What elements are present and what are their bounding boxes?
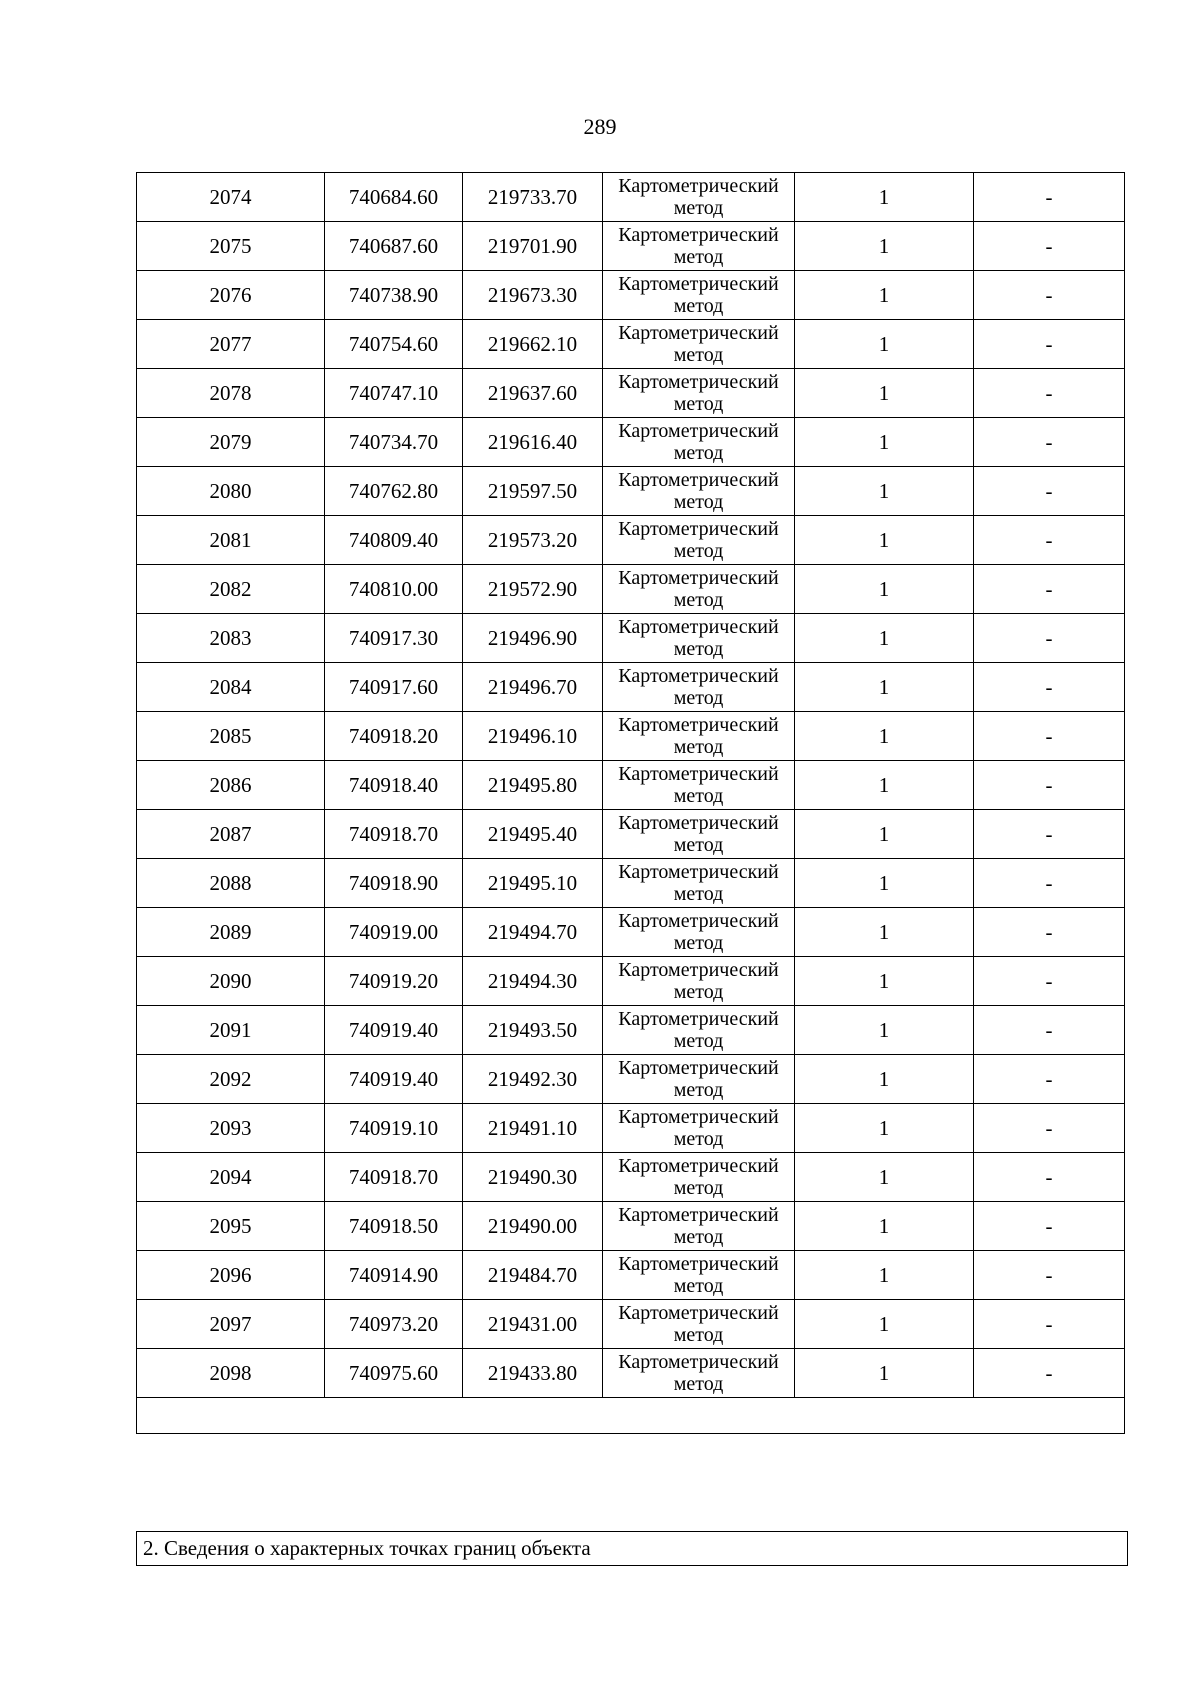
method-line-2: метод <box>673 442 724 464</box>
method-line-1: Картометрический <box>618 665 779 687</box>
x-coordinate-cell: 740687.60 <box>325 222 463 271</box>
method-cell <box>603 467 795 516</box>
accuracy-cell: 1 <box>795 1349 974 1398</box>
note-cell: - <box>974 1300 1125 1349</box>
point-number-cell: 2077 <box>137 320 325 369</box>
method-line-2: метод <box>673 393 724 415</box>
table-row <box>137 418 1125 467</box>
note-cell: - <box>974 565 1125 614</box>
y-coordinate-cell: 219484.70 <box>463 1251 603 1300</box>
x-coordinate-cell: 740810.00 <box>325 565 463 614</box>
method-line-2: метод <box>673 197 724 219</box>
table-row <box>137 320 1125 369</box>
method-line-1: Картометрический <box>618 1302 779 1324</box>
method-line-1: Картометрический <box>618 1057 779 1079</box>
method-cell <box>603 1104 795 1153</box>
note-cell: - <box>974 908 1125 957</box>
method-line-1: Картометрический <box>618 175 779 197</box>
method-cell <box>603 271 795 320</box>
method-cell <box>603 1153 795 1202</box>
y-coordinate-cell: 219433.80 <box>463 1349 603 1398</box>
x-coordinate-cell: 740975.60 <box>325 1349 463 1398</box>
point-number-cell: 2085 <box>137 712 325 761</box>
y-coordinate-cell: 219495.10 <box>463 859 603 908</box>
method-cell <box>603 516 795 565</box>
accuracy-cell: 1 <box>795 614 974 663</box>
method-line-2: метод <box>673 1128 724 1150</box>
note-cell: - <box>974 369 1125 418</box>
x-coordinate-cell: 740919.00 <box>325 908 463 957</box>
method-line-1: Картометрический <box>618 812 779 834</box>
table-row <box>137 663 1125 712</box>
table-row <box>137 1300 1125 1349</box>
method-line-2: метод <box>673 1324 724 1346</box>
note-cell: - <box>974 1006 1125 1055</box>
point-number-cell: 2095 <box>137 1202 325 1251</box>
method-line-2: метод <box>673 785 724 807</box>
y-coordinate-cell: 219431.00 <box>463 1300 603 1349</box>
method-cell <box>603 1300 795 1349</box>
method-line-1: Картометрический <box>618 420 779 442</box>
page-number: 289 <box>583 114 617 139</box>
method-line-2: метод <box>673 687 724 709</box>
note-cell: - <box>974 222 1125 271</box>
method-line-1: Картометрический <box>618 518 779 540</box>
coordinates-table <box>136 172 1125 1434</box>
y-coordinate-cell: 219662.10 <box>463 320 603 369</box>
note-cell: - <box>974 663 1125 712</box>
method-line-2: метод <box>673 589 724 611</box>
note-cell: - <box>974 761 1125 810</box>
point-number-cell: 2097 <box>137 1300 325 1349</box>
point-number-cell: 2083 <box>137 614 325 663</box>
y-coordinate-cell: 219492.30 <box>463 1055 603 1104</box>
method-cell <box>603 1055 795 1104</box>
method-line-2: метод <box>673 344 724 366</box>
method-cell <box>603 320 795 369</box>
method-line-1: Картометрический <box>618 1155 779 1177</box>
x-coordinate-cell: 740914.90 <box>325 1251 463 1300</box>
note-cell: - <box>974 1055 1125 1104</box>
table-row <box>137 271 1125 320</box>
method-cell <box>603 712 795 761</box>
point-number-cell: 2074 <box>137 173 325 222</box>
method-line-1: Картометрический <box>618 910 779 932</box>
note-cell: - <box>974 810 1125 859</box>
x-coordinate-cell: 740747.10 <box>325 369 463 418</box>
table-row <box>137 1055 1125 1104</box>
accuracy-cell: 1 <box>795 712 974 761</box>
method-line-2: метод <box>673 1226 724 1248</box>
y-coordinate-cell: 219616.40 <box>463 418 603 467</box>
x-coordinate-cell: 740918.50 <box>325 1202 463 1251</box>
accuracy-cell: 1 <box>795 516 974 565</box>
y-coordinate-cell: 219490.00 <box>463 1202 603 1251</box>
method-line-1: Картометрический <box>618 322 779 344</box>
y-coordinate-cell: 219572.90 <box>463 565 603 614</box>
note-cell: - <box>974 271 1125 320</box>
point-number-cell: 2087 <box>137 810 325 859</box>
point-number-cell: 2090 <box>137 957 325 1006</box>
x-coordinate-cell: 740919.40 <box>325 1006 463 1055</box>
table-row <box>137 369 1125 418</box>
accuracy-cell: 1 <box>795 173 974 222</box>
note-cell: - <box>974 1104 1125 1153</box>
point-number-cell: 2078 <box>137 369 325 418</box>
table-row <box>137 859 1125 908</box>
table-row <box>137 1251 1125 1300</box>
point-number-cell: 2081 <box>137 516 325 565</box>
note-cell: - <box>974 516 1125 565</box>
y-coordinate-cell: 219673.30 <box>463 271 603 320</box>
y-coordinate-cell: 219496.90 <box>463 614 603 663</box>
method-cell <box>603 761 795 810</box>
point-number-cell: 2098 <box>137 1349 325 1398</box>
accuracy-cell: 1 <box>795 859 974 908</box>
y-coordinate-cell: 219701.90 <box>463 222 603 271</box>
point-number-cell: 2093 <box>137 1104 325 1153</box>
x-coordinate-cell: 740919.20 <box>325 957 463 1006</box>
point-number-cell: 2094 <box>137 1153 325 1202</box>
method-cell <box>603 614 795 663</box>
table-row <box>137 516 1125 565</box>
table-row <box>137 614 1125 663</box>
accuracy-cell: 1 <box>795 418 974 467</box>
method-line-1: Картометрический <box>618 371 779 393</box>
accuracy-cell: 1 <box>795 908 974 957</box>
table-row <box>137 810 1125 859</box>
point-number-cell: 2075 <box>137 222 325 271</box>
method-cell <box>603 222 795 271</box>
method-line-1: Картометрический <box>618 1008 779 1030</box>
table-row <box>137 1006 1125 1055</box>
x-coordinate-cell: 740762.80 <box>325 467 463 516</box>
method-line-2: метод <box>673 295 724 317</box>
y-coordinate-cell: 219733.70 <box>463 173 603 222</box>
accuracy-cell: 1 <box>795 1251 974 1300</box>
table-row <box>137 565 1125 614</box>
point-number-cell: 2086 <box>137 761 325 810</box>
note-cell: - <box>974 467 1125 516</box>
table-row <box>137 957 1125 1006</box>
x-coordinate-cell: 740919.40 <box>325 1055 463 1104</box>
point-number-cell: 2089 <box>137 908 325 957</box>
method-cell <box>603 1349 795 1398</box>
method-line-2: метод <box>673 638 724 660</box>
x-coordinate-cell: 740918.70 <box>325 810 463 859</box>
method-line-1: Картометрический <box>618 1351 779 1373</box>
method-line-1: Картометрический <box>618 763 779 785</box>
empty-row <box>137 1398 1125 1434</box>
accuracy-cell: 1 <box>795 271 974 320</box>
y-coordinate-cell: 219573.20 <box>463 516 603 565</box>
y-coordinate-cell: 219496.10 <box>463 712 603 761</box>
note-cell: - <box>974 712 1125 761</box>
method-line-2: метод <box>673 834 724 856</box>
note-cell: - <box>974 1251 1125 1300</box>
point-number-cell: 2076 <box>137 271 325 320</box>
accuracy-cell: 1 <box>795 1006 974 1055</box>
table-row <box>137 1349 1125 1398</box>
method-cell <box>603 173 795 222</box>
x-coordinate-cell: 740918.90 <box>325 859 463 908</box>
method-line-2: метод <box>673 246 724 268</box>
method-line-1: Картометрический <box>618 469 779 491</box>
accuracy-cell: 1 <box>795 1055 974 1104</box>
method-line-1: Картометрический <box>618 714 779 736</box>
x-coordinate-cell: 740684.60 <box>325 173 463 222</box>
x-coordinate-cell: 740918.70 <box>325 1153 463 1202</box>
section-heading: 2. Сведения о характерных точках границ объекта <box>136 1531 1128 1566</box>
point-number-cell: 2084 <box>137 663 325 712</box>
table-row <box>137 1153 1125 1202</box>
table-row <box>137 908 1125 957</box>
method-cell <box>603 1006 795 1055</box>
table-row <box>137 1202 1125 1251</box>
x-coordinate-cell: 740918.20 <box>325 712 463 761</box>
method-line-1: Картометрический <box>618 567 779 589</box>
table-row <box>137 712 1125 761</box>
note-cell: - <box>974 614 1125 663</box>
method-line-1: Картометрический <box>618 959 779 981</box>
table-row <box>137 467 1125 516</box>
table-body <box>137 173 1125 1434</box>
method-cell <box>603 957 795 1006</box>
x-coordinate-cell: 740973.20 <box>325 1300 463 1349</box>
point-number-cell: 2091 <box>137 1006 325 1055</box>
empty-cell <box>137 1398 1125 1434</box>
note-cell: - <box>974 173 1125 222</box>
note-cell: - <box>974 320 1125 369</box>
table-row <box>137 173 1125 222</box>
method-line-2: метод <box>673 981 724 1003</box>
method-cell <box>603 418 795 467</box>
x-coordinate-cell: 740918.40 <box>325 761 463 810</box>
method-cell <box>603 1251 795 1300</box>
accuracy-cell: 1 <box>795 320 974 369</box>
method-line-2: метод <box>673 540 724 562</box>
table-row <box>137 222 1125 271</box>
method-line-2: метод <box>673 932 724 954</box>
table-row <box>137 761 1125 810</box>
point-number-cell: 2079 <box>137 418 325 467</box>
accuracy-cell: 1 <box>795 957 974 1006</box>
y-coordinate-cell: 219491.10 <box>463 1104 603 1153</box>
y-coordinate-cell: 219495.80 <box>463 761 603 810</box>
x-coordinate-cell: 740809.40 <box>325 516 463 565</box>
y-coordinate-cell: 219494.70 <box>463 908 603 957</box>
y-coordinate-cell: 219493.50 <box>463 1006 603 1055</box>
note-cell: - <box>974 1349 1125 1398</box>
accuracy-cell: 1 <box>795 1300 974 1349</box>
method-line-1: Картометрический <box>618 224 779 246</box>
accuracy-cell: 1 <box>795 565 974 614</box>
accuracy-cell: 1 <box>795 369 974 418</box>
method-line-2: метод <box>673 883 724 905</box>
method-line-2: метод <box>673 1079 724 1101</box>
method-line-1: Картометрический <box>618 861 779 883</box>
x-coordinate-cell: 740738.90 <box>325 271 463 320</box>
method-cell <box>603 810 795 859</box>
y-coordinate-cell: 219496.70 <box>463 663 603 712</box>
accuracy-cell: 1 <box>795 1202 974 1251</box>
method-cell <box>603 369 795 418</box>
note-cell: - <box>974 859 1125 908</box>
accuracy-cell: 1 <box>795 467 974 516</box>
accuracy-cell: 1 <box>795 1153 974 1202</box>
method-line-2: метод <box>673 1030 724 1052</box>
method-line-2: метод <box>673 491 724 513</box>
point-number-cell: 2092 <box>137 1055 325 1104</box>
table-row <box>137 1104 1125 1153</box>
method-line-2: метод <box>673 736 724 758</box>
method-line-1: Картометрический <box>618 273 779 295</box>
point-number-cell: 2088 <box>137 859 325 908</box>
accuracy-cell: 1 <box>795 810 974 859</box>
method-line-1: Картометрический <box>618 1106 779 1128</box>
x-coordinate-cell: 740919.10 <box>325 1104 463 1153</box>
method-line-1: Картометрический <box>618 1204 779 1226</box>
point-number-cell: 2082 <box>137 565 325 614</box>
y-coordinate-cell: 219495.40 <box>463 810 603 859</box>
x-coordinate-cell: 740754.60 <box>325 320 463 369</box>
method-line-2: метод <box>673 1373 724 1395</box>
accuracy-cell: 1 <box>795 761 974 810</box>
note-cell: - <box>974 418 1125 467</box>
method-line-1: Картометрический <box>618 1253 779 1275</box>
y-coordinate-cell: 219494.30 <box>463 957 603 1006</box>
y-coordinate-cell: 219597.50 <box>463 467 603 516</box>
x-coordinate-cell: 740917.60 <box>325 663 463 712</box>
method-cell <box>603 859 795 908</box>
note-cell: - <box>974 1202 1125 1251</box>
method-cell <box>603 1202 795 1251</box>
method-cell <box>603 663 795 712</box>
method-line-2: метод <box>673 1275 724 1297</box>
method-cell <box>603 565 795 614</box>
method-cell <box>603 908 795 957</box>
point-number-cell: 2080 <box>137 467 325 516</box>
x-coordinate-cell: 740917.30 <box>325 614 463 663</box>
accuracy-cell: 1 <box>795 222 974 271</box>
y-coordinate-cell: 219490.30 <box>463 1153 603 1202</box>
method-line-2: метод <box>673 1177 724 1199</box>
x-coordinate-cell: 740734.70 <box>325 418 463 467</box>
note-cell: - <box>974 1153 1125 1202</box>
note-cell: - <box>974 957 1125 1006</box>
accuracy-cell: 1 <box>795 1104 974 1153</box>
point-number-cell: 2096 <box>137 1251 325 1300</box>
accuracy-cell: 1 <box>795 663 974 712</box>
method-line-1: Картометрический <box>618 616 779 638</box>
y-coordinate-cell: 219637.60 <box>463 369 603 418</box>
